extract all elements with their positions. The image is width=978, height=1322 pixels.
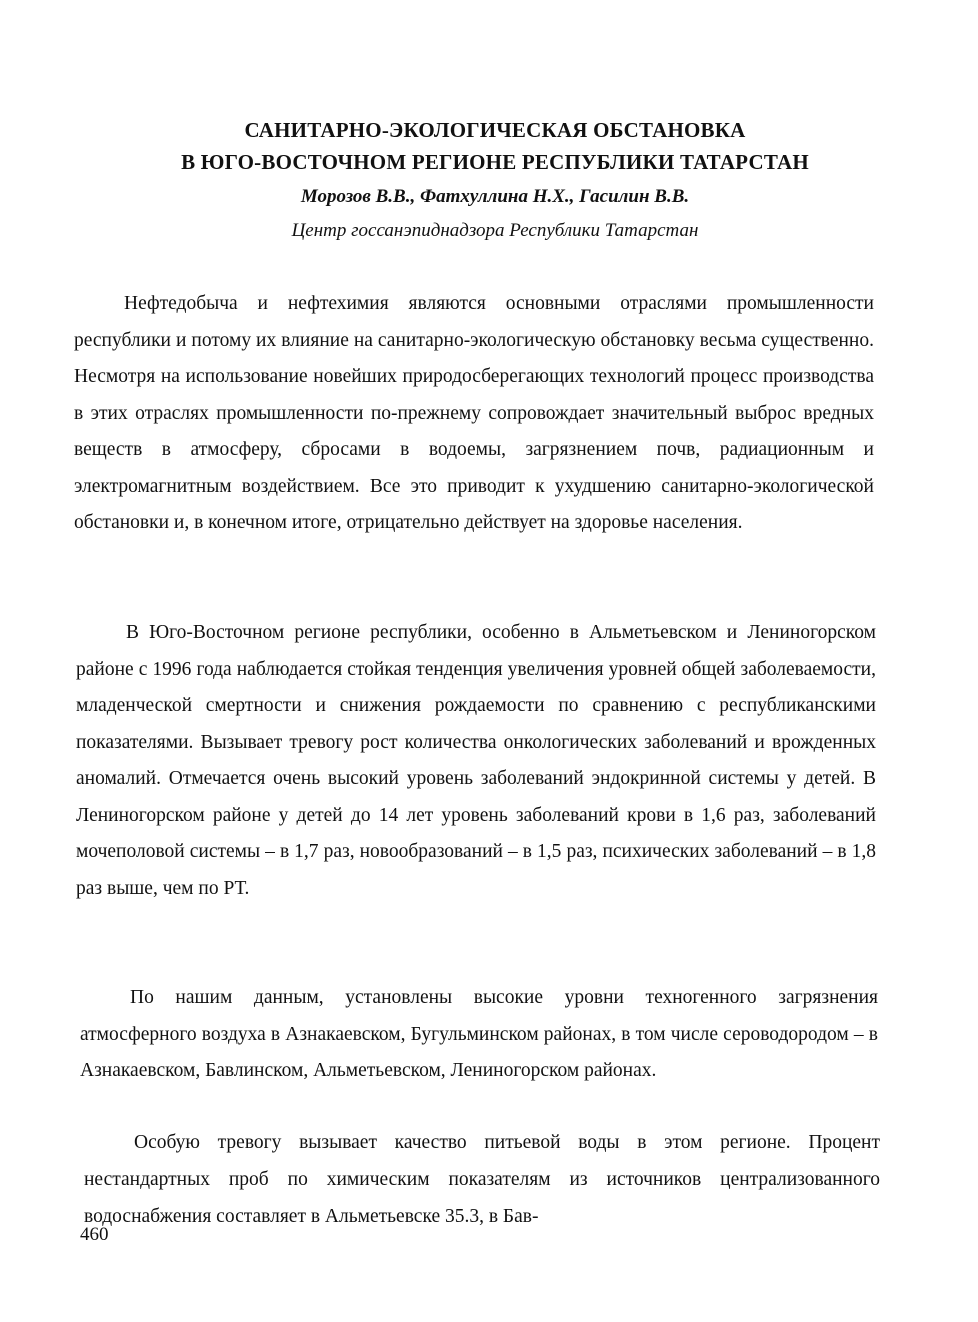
affiliation: Центр госсанэпиднадзора Республики Татарстан — [291, 220, 699, 241]
article-title-line-1: САНИТАРНО-ЭКОЛОГИЧЕСКАЯ ОБСТАНОВКА — [244, 118, 746, 142]
authors: Морозов В.В., Фатхуллина Н.Х., Гасилин В.В. — [300, 186, 690, 207]
paragraph-1: Нефтедобыча и нефтехимия являются основными отраслями промышленности республики и потому их влияние на санитарно-экологическую обстановку весьма существенно. Несмотря на использование новейших природосберегающих технологий процесс производства в этих отраслях промышленности по-прежнему сопровождает значительный выброс вредных веществ в атмосферу, сбросами в водоемы, загрязнением почв, радиационным и электромагнитным воздействием. Все это приводит к ухудшению санитарно-экологической обстановки и, в конечном итоге, отрицательно действует на здоровье населения. — [74, 293, 874, 533]
paragraph-4: Особую тревогу вызывает качество питьевой воды в этом регионе. Процент нестандартных проб по химическим показателям из источников централизованного водоснабжения составляет в Альметьевске 35.3, в Бав- — [84, 1132, 880, 1227]
page-number: 460 — [80, 1224, 109, 1245]
paragraph-2: В Юго-Восточном регионе республики, особенно в Альметьевском и Лениногорском районе с 1996 года наблюдается стойкая тенденция увеличения уровней общей заболеваемости, младенческой смертности и снижения рождаемости по сравнению с республиканскими показателями. Вызывает тревогу рост количества онкологических заболеваний и врожденных аномалий. Отмечается очень высокий уровень заболеваний эндокринной системы у детей. В Лениногорском районе у детей до 14 лет уровень заболеваний крови в 1,6 раз, заболеваний мочеполовой системы – в 1,7 раз, новообразований – в 1,5 раз, психических заболеваний – в 1,8 раз выше, чем по РТ. — [76, 622, 876, 899]
article-title-line-2: В ЮГО-ВОСТОЧНОМ РЕГИОНЕ РЕСПУБЛИКИ ТАТАРСТАН — [181, 150, 809, 174]
paragraph-3: По нашим данным, установлены высокие уровни техногенного загрязнения атмосферного воздуха в Азнакаевском, Бугульминском районах, в том числе сероводородом – в Азнакаевском, Бавлинском, Альметьевском, Лениногорском районах. — [80, 987, 878, 1081]
